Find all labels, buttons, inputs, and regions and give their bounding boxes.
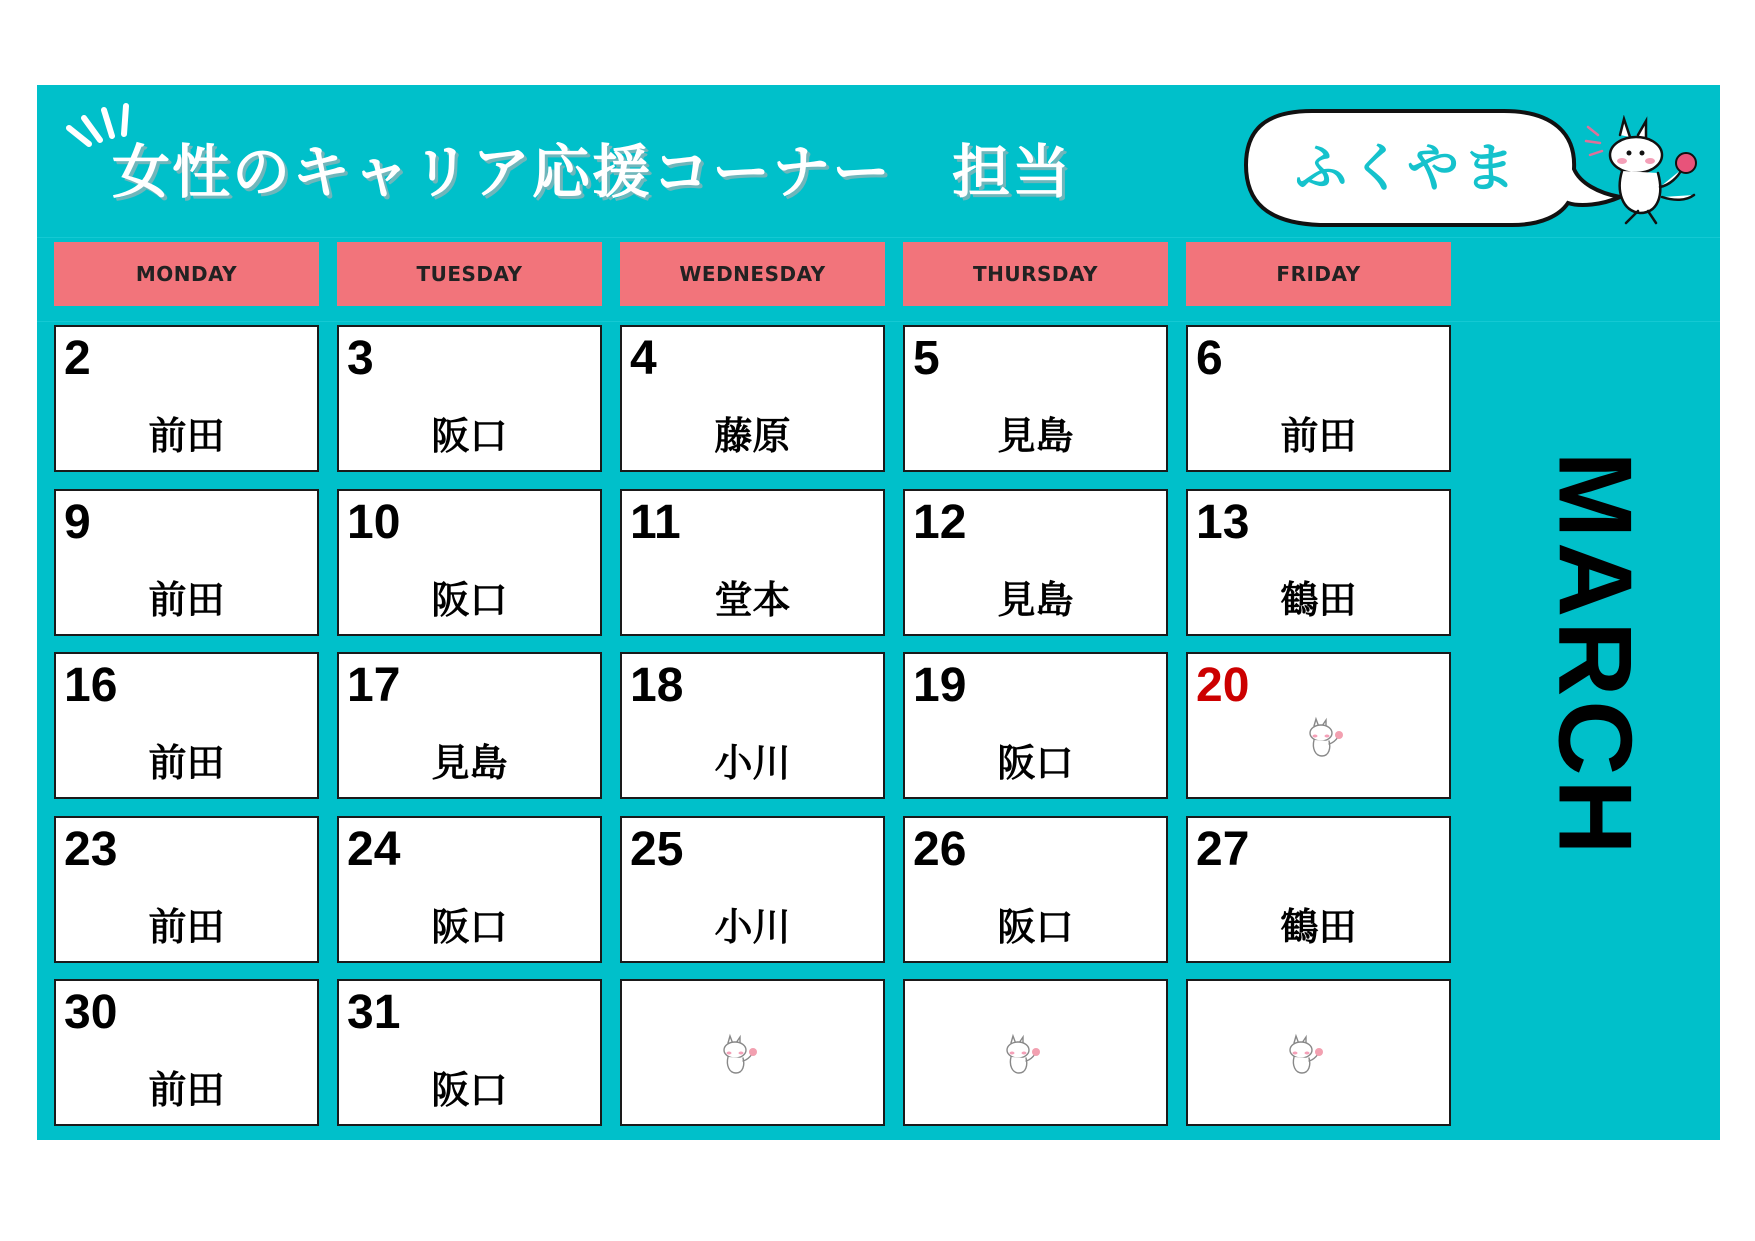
day-number: 23 <box>64 823 118 876</box>
day-number: 13 <box>1196 496 1250 549</box>
staff-name: 小川 <box>714 741 791 785</box>
weekday-header-thursday: THURSDAY <box>903 242 1168 306</box>
weekday-header-monday: MONDAY <box>54 242 319 306</box>
day-cell <box>1186 489 1451 636</box>
staff-name: 鶴田 <box>1280 905 1357 949</box>
day-number: 9 <box>64 496 91 549</box>
divider <box>37 237 1720 238</box>
day-number: 30 <box>64 986 118 1039</box>
day-number: 24 <box>347 823 401 876</box>
day-cell <box>54 652 319 799</box>
staff-name: 阪口 <box>431 1068 508 1112</box>
day-cell <box>337 325 602 472</box>
staff-name: 前田 <box>148 741 225 785</box>
day-cell <box>337 652 602 799</box>
staff-name: 阪口 <box>431 414 508 458</box>
day-cell <box>337 816 602 963</box>
day-number: 6 <box>1196 332 1223 385</box>
mascot-stamp-icon <box>997 1033 1041 1081</box>
staff-name: 小川 <box>714 905 791 949</box>
banner-title: 女性のキャリア応援コーナー 担当 <box>112 138 1073 206</box>
day-cell <box>620 489 885 636</box>
staff-name: 前田 <box>148 905 225 949</box>
staff-name: 見島 <box>997 578 1074 622</box>
divider <box>37 321 1720 322</box>
staff-name: 堂本 <box>714 578 791 622</box>
weekday-header-tuesday: TUESDAY <box>337 242 602 306</box>
day-cell <box>54 489 319 636</box>
day-cell <box>1186 979 1451 1126</box>
day-cell <box>903 979 1168 1126</box>
mascot-stamp-icon <box>1300 716 1344 764</box>
day-cell <box>337 489 602 636</box>
day-number: 3 <box>347 332 374 385</box>
staff-name: 藤原 <box>714 414 791 458</box>
day-cell <box>903 489 1168 636</box>
month-text: MARCH <box>1536 451 1653 859</box>
day-number: 26 <box>913 823 967 876</box>
mascot-stamp-icon <box>714 1033 758 1081</box>
weekday-header-wednesday: WEDNESDAY <box>620 242 885 306</box>
staff-name: 前田 <box>148 1068 225 1112</box>
day-number: 11 <box>630 496 681 549</box>
staff-name: 阪口 <box>431 905 508 949</box>
staff-name: 阪口 <box>431 578 508 622</box>
day-cell <box>903 816 1168 963</box>
day-number: 10 <box>347 496 401 549</box>
day-cell <box>337 979 602 1126</box>
day-number: 2 <box>64 332 91 385</box>
day-cell <box>1186 816 1451 963</box>
day-number: 31 <box>347 986 401 1039</box>
day-cell <box>54 979 319 1126</box>
day-number: 20 <box>1196 659 1250 712</box>
day-number: 27 <box>1196 823 1250 876</box>
day-number: 5 <box>913 332 940 385</box>
day-cell <box>1186 652 1451 799</box>
staff-name: 見島 <box>431 741 508 785</box>
speech-bubble <box>1242 103 1627 238</box>
mascot-stamp-icon <box>1280 1033 1324 1081</box>
day-number: 17 <box>347 659 401 712</box>
staff-name: 見島 <box>997 414 1074 458</box>
calendar-board <box>37 85 1720 1140</box>
day-cell <box>903 652 1168 799</box>
day-cell <box>620 325 885 472</box>
staff-name: 阪口 <box>997 741 1074 785</box>
staff-name: 阪口 <box>997 905 1074 949</box>
day-cell <box>620 652 885 799</box>
mascot-icon <box>1582 115 1702 225</box>
day-number: 12 <box>913 496 967 549</box>
day-number: 16 <box>64 659 118 712</box>
weekday-header-friday: FRIDAY <box>1186 242 1451 306</box>
bubble-text: ふくやま <box>1294 138 1519 199</box>
day-number: 18 <box>630 659 684 712</box>
day-number: 25 <box>630 823 684 876</box>
day-cell <box>903 325 1168 472</box>
staff-name: 前田 <box>148 414 225 458</box>
month-label <box>1534 435 1654 875</box>
day-number: 4 <box>630 332 657 385</box>
day-cell <box>1186 325 1451 472</box>
day-cell <box>54 816 319 963</box>
day-number: 19 <box>913 659 967 712</box>
staff-name: 前田 <box>148 578 225 622</box>
staff-name: 鶴田 <box>1280 578 1357 622</box>
day-cell <box>620 816 885 963</box>
staff-name: 前田 <box>1280 414 1357 458</box>
day-cell <box>620 979 885 1126</box>
day-cell <box>54 325 319 472</box>
